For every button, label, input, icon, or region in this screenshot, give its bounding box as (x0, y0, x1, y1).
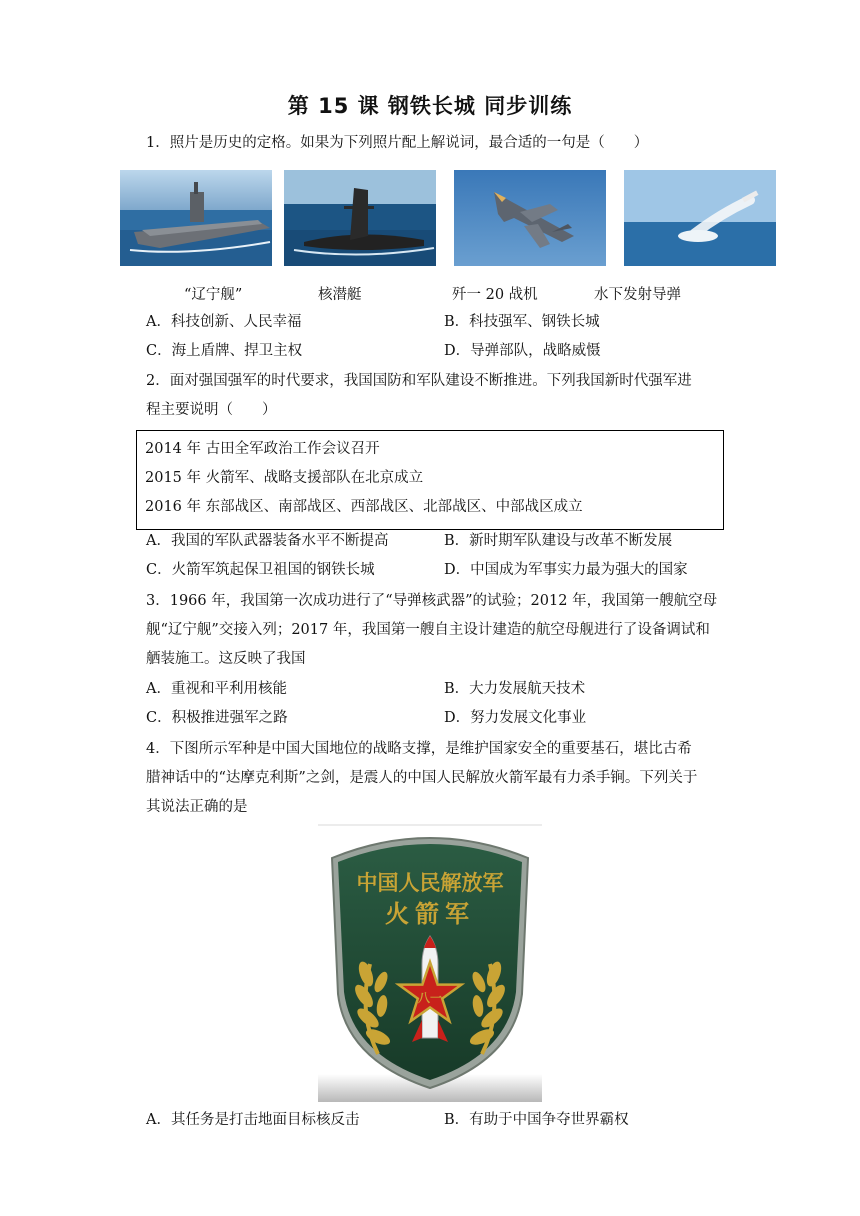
underwater-missile-launch-photo (624, 170, 776, 266)
q4-option-b[interactable]: B．有助于中国争夺世界霸权 (444, 1112, 629, 1128)
q1-stem: 1．照片是历史的定格。如果为下列照片配上解说词，最合适的一句是（ ） (146, 135, 649, 151)
photo-caption-liaoning: “辽宁舰” (184, 287, 243, 303)
timeline-row-2016: 2016 年 东部战区、南部战区、西部战区、北部战区、中部战区成立 (145, 499, 583, 515)
q2-timeline-box (136, 430, 724, 530)
q4-option-a[interactable]: A．其任务是打击地面目标核反击 (146, 1112, 360, 1128)
photo-caption-submarine: 核潜艇 (318, 287, 362, 303)
q2-option-c[interactable]: C．火箭军筑起保卫祖国的钢铁长城 (146, 562, 375, 578)
q4-stem-line2: 腊神话中的“达摩克利斯”之剑，是震人的中国人民解放火箭军最有力杀手锏。下列关于 (146, 770, 698, 786)
q2-stem-line1: 2．面对强国强军的时代要求，我国国防和军队建设不断推进。下列我国新时代强军进 (146, 373, 692, 389)
emblem-text-rocket-force: 火箭军 (385, 900, 475, 928)
j20-fighter-photo (454, 170, 606, 266)
q2-option-a[interactable]: A．我国的军队武器装备水平不断提高 (146, 533, 389, 549)
emblem-text-pla: 中国人民解放军 (356, 871, 504, 895)
q3-stem-line3: 舾装施工。这反映了我国 (146, 651, 306, 667)
q2-option-d[interactable]: D．中国成为军事实力最为强大的国家 (444, 562, 688, 578)
q3-stem-line1: 3．1966 年，我国第一次成功进行了“导弹核武器”的试验；2012 年，我国第一艘航空母 (146, 593, 718, 609)
q4-stem-line1: 4．下图所示军种是中国大国地位的战略支撑，是维护国家安全的重要基石，堪比古希 (146, 741, 692, 757)
q4-stem-line3: 其说法正确的是 (146, 799, 248, 815)
photo-caption-j20: 歼一 20 战机 (452, 287, 538, 303)
q1-option-d[interactable]: D．导弹部队，战略威慑 (444, 343, 601, 359)
q3-option-c[interactable]: C．积极推进强军之路 (146, 710, 288, 726)
q3-option-b[interactable]: B．大力发展航天技术 (444, 681, 586, 697)
q2-option-b[interactable]: B．新时期军队建设与改革不断发展 (444, 533, 673, 549)
timeline-row-2014: 2014 年 古田全军政治工作会议召开 (145, 441, 380, 457)
nuclear-submarine-photo (284, 170, 436, 266)
rocket-force-emblem (318, 824, 542, 1102)
page-title: 第 15 课 钢铁长城 同步训练 (287, 94, 573, 118)
q1-option-b[interactable]: B．科技强军、钢铁长城 (444, 314, 600, 330)
q1-option-a[interactable]: A．科技创新、人民幸福 (146, 314, 302, 330)
star-text: 八一 (417, 991, 443, 1005)
q3-stem-line2: 舰“辽宁舰”交接入列；2017 年，我国第一艘自主设计建造的航空母舰进行了设备调试和 (146, 622, 710, 638)
q2-stem-line2: 程主要说明（ ） (146, 402, 277, 418)
q3-option-a[interactable]: A．重视和平利用核能 (146, 681, 287, 697)
aircraft-carrier-photo (120, 170, 272, 266)
photo-caption-missile: 水下发射导弹 (594, 287, 681, 303)
q1-option-c[interactable]: C．海上盾牌、捍卫主权 (146, 343, 303, 359)
q3-option-d[interactable]: D．努力发展文化事业 (444, 710, 587, 726)
timeline-row-2015: 2015 年 火箭军、战略支援部队在北京成立 (145, 470, 424, 486)
